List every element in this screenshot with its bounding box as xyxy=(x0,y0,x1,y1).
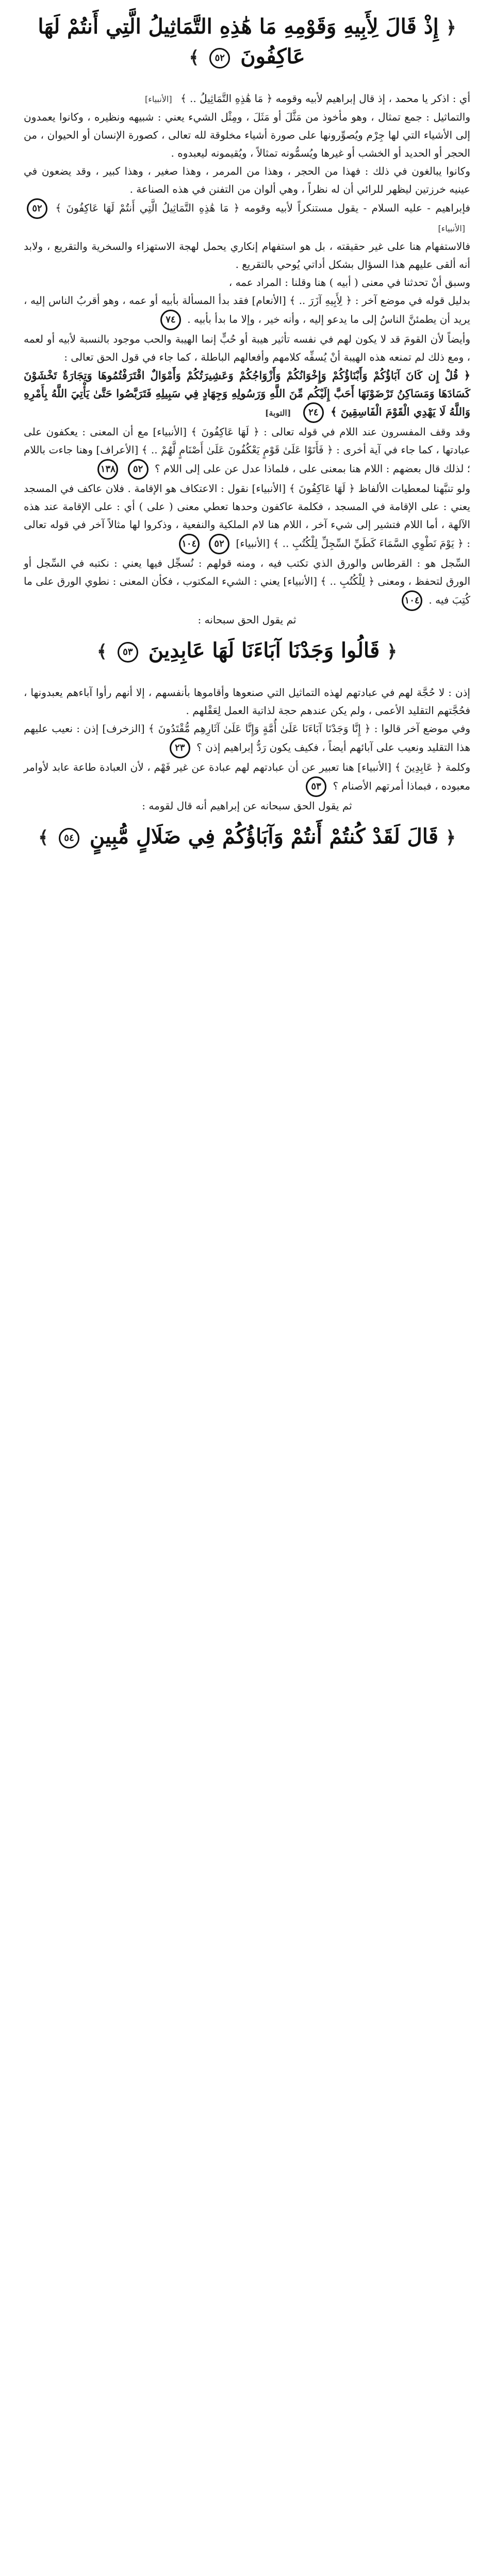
paragraph: فالاستفهام هنا على غير حقيقته ، بل هو استفهام إنكاري يحمل لهجة الاستهزاء والسخرية والتقريع ، ولابد أنه ألقى عليهم هذا السؤال بشكل أداتي يُوحي بالتقريع . xyxy=(24,240,470,270)
paragraph: بدليل قوله في موضع آخر : ﴿ لِأَبِيهِ آزَرَ .. ﴾ [الأنعام] فقد بدأ المسألة بأبيه أو عمه ، وهو أقربُ الناس إليه ، يريد أن يطمئنَّ الناسُ إلى ما يدعو إليه ، وأنه خير ، وإلا ما بدأ بأبيه . ٧٤ xyxy=(24,292,470,330)
paragraph: السِّجل هو : القرطاس والورق الذي تكتب فيه ، ومنه قولهم : نُسجِّل فيها يعني : نكتبه في السِّجل أو الورق لتحفظ ، ومعنى ﴿ لِلْكُتُبِ .. ﴾ [الأنبياء] يعني : الشيء المكتوب ، فكأن المعنى : نطوي الورق على ما كُتِبَ فيه . ١٠٤ xyxy=(24,554,470,611)
ayah-number: ٥٣ xyxy=(118,642,138,663)
ayah-number: ٥٢ xyxy=(209,48,230,69)
paragraph: وسبق أنْ تحدثنا في معنى ( أبيه ) هنا وقلنا : المراد عمه ، xyxy=(228,276,470,289)
verse-text: قَالَ لَقَدْ كُنتُمْ أَنتُمْ وَآبَاؤُكُمْ فِي ضَلَالٍ مُّبِينٍ xyxy=(89,824,439,849)
ayah-number: ٥٢ xyxy=(209,534,229,554)
verse-text: قَالُوا وَجَدْنَا آبَاءَنَا لَهَا عَابِدِينَ xyxy=(148,638,380,663)
ayah-number: ٢٣ xyxy=(170,738,190,758)
paragraph: وكانوا يبالغون في ذلك : فهذا من الحجر ، وهذا من المرمر ، وهذا صغير ، وهذا كبير ، وقد يضعون في عينيه خرزتين ليظهر للرائي أن له نظراً ، وهي ألوان من التفنن في هذه الصناعة . xyxy=(24,165,470,195)
ornament-icon: ﴾ xyxy=(38,827,49,848)
paragraph: ثم يقول الحق سبحانه : xyxy=(197,614,297,626)
paragraph: إذن : لا حُجَّة لهم في عبادتهم لهذه التماثيل التي صنعوها وأقاموها بأنفسهم ، إلا أنهم رأوا آباءهم يعبدونها ، فحُجَّتهم التقليد الأعمى ، ولم يكن عندهم حجة لذاتية العمل لِعَقْلهم . xyxy=(24,686,470,717)
ayah-number: ٢٤ xyxy=(303,402,324,423)
paragraph: أي : اذكر يا محمد ، إذ قال إبراهيم لأبيه وقومه ﴿ مَا هَٰذِهِ التَّمَاثِيلُ .. ﴾ [الأنبياء] xyxy=(145,92,470,105)
ayah-number: ١٠٤ xyxy=(402,590,422,611)
ayah-number: ٥٤ xyxy=(59,828,79,849)
ornament-icon: ﴾ xyxy=(96,641,107,662)
paragraph: وأيضاً لأن القومَ قد لا يكون لهم في نفسه تأثير هيبة أو حُبٍّ إنما الهيبة والحب موجود بالنسبة لأبيه أو لعمه ، ومع ذلك لم تمنعه هذه الهيبة أنْ يُسفِّه كلامهم وأفعالهم الباطلة ، كما جاء في قول الحق تعالى : xyxy=(24,333,470,363)
paragraph: ثم يقول الحق سبحانه عن إبراهيم أنه قال لقومه : xyxy=(142,800,352,812)
paragraph: ولو تنبَّهنا لمعطيات الألفاظ ﴿ لَهَا عَاكِفُونَ ﴾ [الأنبياء] نقول : الاعتكاف هو الإقامة . فلان عاكف في المسجد يعني : على الإقامة في المسجد ، فكلمة عاكفون وحدها تعطي معنى ( على ) أي : على الإقامة عند هذه الآلهة ، أما اللام فتشير إلى شيء آخر ، اللام هنا لام الملكية والنفعية ، وذكروا لها مثالاً آخر في قوله تعالى : ﴿ يَوْمَ نَطْوِي السَّمَاءَ كَطَيِّ السِّجِلِّ لِلْكُتُبِ .. ﴾ [الأنبياء] ٥٢ ١٠٤ xyxy=(24,480,470,554)
quran-quote: ﴿ قُلْ إِن كَانَ آبَاؤُكُمْ وَأَبْنَاؤُكُمْ وَإِخْوَانُكُمْ وَأَزْوَاجُكُمْ وَعَشِيرَتُكُمْ وَأَمْوَالٌ اقْتَرَفْتُمُوهَا وَتِجَارَةٌ تَخْشَوْنَ كَسَادَهَا وَمَسَاكِنُ تَرْضَوْنَهَا أَحَبَّ إِلَيْكُم مِّنَ اللَّهِ وَرَسُولِهِ وَجِهَادٍ فِي سَبِيلِهِ فَتَرَبَّصُوا حَتَّىٰ يَأْتِيَ اللَّهُ بِأَمْرِهِ وَاللَّهُ لَا يَهْدِي الْقَوْمَ الْفَاسِقِينَ ﴾ ٢٤ [التوبة] xyxy=(24,366,470,423)
ornament-icon: ﴿ xyxy=(445,827,456,848)
ornament-icon: ﴾ xyxy=(189,47,200,68)
verse-text: إِذْ قَالَ لِأَبِيهِ وَقَوْمِهِ مَا هَٰذِهِ التَّمَاثِيلُ الَّتِي أَنتُمْ لَهَا عَاكِفُونَ xyxy=(38,14,439,69)
ornament-icon: ﴿ xyxy=(446,18,456,38)
book-page xyxy=(15,0,479,2576)
paragraph: وكلمة ﴿ عَابِدِينَ ﴾ [الأنبياء] هنا تعبير عن أن عبادتهم لهم عبادة عن غير فَهْم ، لأن العبادة طاعة عابد لأوامر معبوده ، فبماذا أمرتهم الأصنام ؟ ٥٣ xyxy=(24,758,470,797)
ayah-number: ٥٢ xyxy=(128,459,149,480)
ayah-number: ٥٣ xyxy=(306,776,326,797)
ayah-number: ١٣٨ xyxy=(97,459,118,480)
ornament-icon: ﴿ xyxy=(387,641,398,662)
verse-banner-53 xyxy=(15,634,479,668)
paragraph: وفي موضع آخر قالوا : ﴿ إِنَّا وَجَدْنَا آبَاءَنَا عَلَىٰ أُمَّةٍ وَإِنَّا عَلَىٰ آثَارِهِم مُّقْتَدُونَ ﴾ [الزخرف] إذن : نعيب عليهم هذا التقليد ونعيب على آبائهم أيضاً ، فكيف يكون رَدُّ إبراهيم إذن ؟ ٢٣ xyxy=(24,720,470,758)
ayah-number: ١٠٤ xyxy=(179,534,200,554)
verse-banner-54 xyxy=(15,820,479,854)
paragraph: وقد وقف المفسرون عند اللام في قوله تعالى : ﴿ لَهَا عَاكِفُونَ ﴾ [الأنبياء] مع أن المعنى : يعكفون على عبادتها ، كما جاء في آية أخرى : ﴿ فَأَتَوْا عَلَىٰ قَوْمٍ يَعْكُفُونَ عَلَىٰ أَصْنَامٍ لَّهُمْ .. ﴾ [الأعراف] وهنا جاءت باللام ؛ لذلك قال بعضهم : اللام هنا بمعنى على ، فلماذا عدل عن على إلى اللام ؟ ٥٢ ١٣٨ xyxy=(24,423,470,480)
paragraph: فإبراهيم - عليه السلام - يقول مستنكراً لأبيه وقومه ﴿ مَا هَٰذِهِ التَّمَاثِيلُ الَّتِي أَنتُمْ لَهَا عَاكِفُونَ ﴾ ٥٢ [الأنبياء] xyxy=(24,198,470,238)
paragraph: والتماثيل : جمع تمثال ، وهو مأخوذ من مَثَّلَ أو مَثَلَ ، ومِثْل الشيء يعني : شبيهه ونظيره ، وكانوا يعمدون إلى الأشياء التي لها جِرْم ويُصوِّرونها على صورة أشياء مخلوقة لله تعالى ، كصورة الإنسان أو الحيوان ، من الحجر أو الحديد أو الخشب أو غيرها ويُسمُّونه تمثالاً ، ويُقيمونه ليعبدوه . xyxy=(24,111,470,159)
ayah-number: ٧٤ xyxy=(160,310,181,330)
verse-banner-52 xyxy=(15,10,479,74)
ayah-number: ٥٢ xyxy=(27,198,47,219)
